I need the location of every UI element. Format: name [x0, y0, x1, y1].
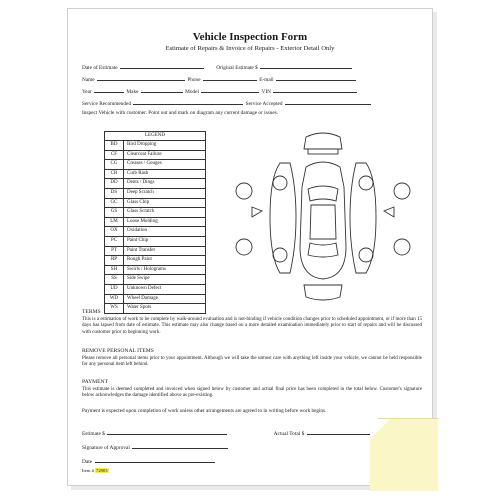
- signature-line[interactable]: [132, 443, 228, 449]
- legend-description: Unknown Defect: [127, 285, 162, 291]
- legend-row: [105, 304, 205, 313]
- year-label: Year: [82, 89, 92, 95]
- item-number-value: 72903: [96, 468, 108, 473]
- right-rear-wheel: [359, 248, 373, 262]
- original-estimate-label: Original Estimate $: [216, 65, 258, 71]
- service-accepted-label: Service Accepted: [245, 101, 283, 107]
- legend-code: WD: [105, 295, 124, 304]
- car-top-view-rear-window: [308, 243, 338, 257]
- legend-code: GC: [105, 199, 124, 208]
- model-line[interactable]: [201, 87, 259, 93]
- form-title: Vehicle Inspection Form: [192, 31, 308, 43]
- original-estimate-line[interactable]: [260, 63, 352, 69]
- legend-code: DS: [105, 189, 124, 198]
- service-accepted-line[interactable]: [285, 99, 371, 105]
- estimate-label: Estimate $: [82, 431, 105, 437]
- date-of-estimate-line[interactable]: [120, 63, 204, 69]
- legend-description: Rough Paint: [127, 257, 152, 263]
- vin-label: VIN: [261, 89, 271, 95]
- vehicle-damage-diagram[interactable]: [218, 127, 428, 305]
- date-line[interactable]: [95, 457, 215, 463]
- row-date: [82, 457, 216, 465]
- remove-items-text: Please remove all personal items prior to your appointment. Although we will take the utmost care with anything left inside your vehicle, we cannot be held responsible for any personal item left behind.: [82, 356, 422, 368]
- legend-title: LEGEND: [105, 132, 205, 141]
- wheel-outline-right-bottom: [394, 239, 410, 255]
- row-name: [82, 75, 357, 83]
- legend-description: Wheel Damage: [127, 295, 158, 301]
- car-top-view-roof: [310, 205, 336, 239]
- legend-description: Loose Molding: [127, 218, 158, 224]
- legend-description: Dents / Dings: [127, 180, 155, 186]
- legend-code: CF: [105, 151, 124, 160]
- email-label: E-mail: [259, 77, 274, 83]
- model-label: Model: [185, 89, 199, 95]
- make-label: Make: [126, 89, 139, 95]
- legend-row: [105, 227, 205, 237]
- legend-description: Creases / Gouges: [127, 161, 162, 167]
- legend-row: [105, 266, 205, 276]
- legend-row: [105, 160, 205, 170]
- payment-heading: PAYMENT: [82, 379, 109, 385]
- legend-row: [105, 285, 205, 295]
- car-rear-view: [304, 285, 342, 300]
- legend-row: [105, 179, 205, 189]
- row-vehicle: [82, 87, 358, 95]
- car-top-view-windshield: [308, 186, 338, 201]
- phone-label: Phone: [187, 77, 201, 83]
- payment-text: This estimate is deemed completed and invoiced when signed below by customer and actual final price has been completed in the total below. Customer's signature below acknowledges the damage identified above as pre-existing.: [82, 387, 422, 399]
- row-service: [82, 99, 372, 107]
- legend-row: [105, 275, 205, 285]
- legend-code: PC: [105, 237, 124, 246]
- legend-code: UD: [105, 285, 124, 294]
- email-line[interactable]: [276, 75, 356, 81]
- inspection-instruction: Inspect Vehicle with customer. Point out and mark on diagram any current damage or issues.: [82, 110, 279, 116]
- row-date-estimate: [82, 63, 353, 71]
- legend-description: Oxidation: [127, 228, 147, 234]
- mirror-left: [252, 207, 262, 217]
- vin-line[interactable]: [273, 87, 357, 93]
- inspection-form-sheet: [67, 8, 433, 486]
- legend-code: SS: [105, 275, 124, 284]
- legend-row: [105, 170, 205, 180]
- year-line[interactable]: [94, 87, 124, 93]
- left-rear-wheel: [273, 248, 287, 262]
- car-top-view-body: [300, 162, 346, 279]
- service-recommended-label: Service Recommended: [82, 101, 131, 107]
- legend-code: LM: [105, 218, 124, 227]
- legend-code: OX: [105, 227, 124, 236]
- legend-code: WS: [105, 304, 124, 313]
- payment-note: Payment is expected upon completion of work unless other arrangements are agreed to in writing before work begins.: [82, 408, 327, 414]
- legend-row: [105, 199, 205, 209]
- service-recommended-line[interactable]: [133, 99, 243, 105]
- terms-heading: TERMS: [82, 309, 101, 315]
- form-subtitle: Estimate of Repairs & Invoice of Repairs - Exterior Detail Only: [165, 45, 335, 52]
- left-front-wheel: [273, 176, 287, 190]
- legend-code: BD: [105, 141, 124, 150]
- name-label: Name: [82, 77, 95, 83]
- row-signature: [82, 443, 229, 451]
- legend-code: GS: [105, 208, 124, 217]
- legend-code: SH: [105, 266, 124, 275]
- item-number-prefix: Item #: [82, 468, 94, 473]
- legend-description: Water Spots: [127, 305, 152, 311]
- mirror-right: [384, 207, 394, 217]
- legend-row: [105, 151, 205, 161]
- legend-description: Paint Chip: [127, 237, 149, 243]
- item-number: [82, 468, 109, 473]
- legend-row: [105, 247, 205, 257]
- carbonless-copy-corner: [370, 418, 438, 491]
- legend-code: RP: [105, 256, 124, 265]
- legend-row: [105, 141, 205, 151]
- legend-description: Glass Chip: [127, 199, 150, 205]
- legend-description: Swirls / Holograms: [127, 266, 166, 272]
- legend-row: [105, 295, 205, 305]
- phone-line[interactable]: [203, 75, 257, 81]
- legend-code: CR: [105, 170, 124, 179]
- estimate-line[interactable]: [107, 429, 227, 435]
- signature-label: Signature of Approval: [82, 445, 130, 451]
- make-line[interactable]: [141, 87, 183, 93]
- legend-code: DD: [105, 179, 124, 188]
- wheel-outline-left-bottom: [236, 239, 252, 255]
- legend-row: [105, 189, 205, 199]
- legend-row: [105, 218, 205, 228]
- terms-text: This is a estimation of work to be complete by walk-around evaluation and is not-binding if vehicle condition changes prior to scheduled appointment, or if more than 15 days has lapsed from date of estimate. This estimate may also change based on a more detailed examination immediately prior to start of repairs and will be discussed with customer prior to beginning work.: [82, 317, 422, 335]
- wheel-outline-right-top: [394, 183, 410, 199]
- legend-row: [105, 208, 205, 218]
- date-of-estimate-label: Date of Estimate: [82, 65, 118, 71]
- legend-description: Deep Scratch: [127, 189, 154, 195]
- legend-code: CG: [105, 160, 124, 169]
- front-bumper: [308, 149, 338, 154]
- car-front-view: [304, 133, 342, 149]
- right-front-wheel: [359, 176, 373, 190]
- legend-code: PT: [105, 247, 124, 256]
- legend-description: Curb Rash: [127, 170, 149, 176]
- legend-description: Paint Transfer: [127, 247, 156, 253]
- actual-total-label: Actual Total $: [273, 431, 305, 437]
- row-estimate-total: [82, 429, 392, 437]
- date-label: Date: [82, 459, 93, 465]
- legend-row: [105, 256, 205, 266]
- legend-description: Clearcoat Failure: [127, 151, 162, 157]
- legend-row: [105, 237, 205, 247]
- legend-description: Side Swipe: [127, 276, 150, 282]
- remove-items-heading: REMOVE PERSONAL ITEMS: [82, 348, 154, 354]
- legend-description: Glass Scratch: [127, 209, 155, 215]
- legend-table: [104, 131, 206, 314]
- wheel-outline-left-top: [236, 183, 252, 199]
- legend-description: Bird Dropping: [127, 142, 157, 147]
- name-line[interactable]: [97, 75, 185, 81]
